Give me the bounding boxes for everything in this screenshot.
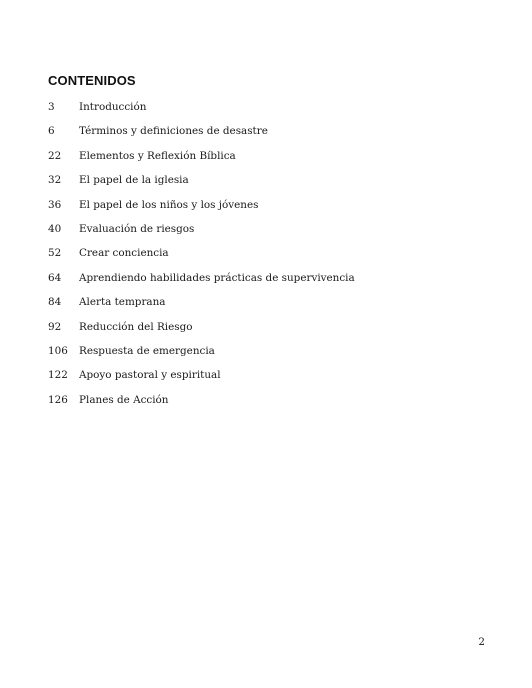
toc-page-number: 32 xyxy=(48,174,62,187)
toc-page-number: 3 xyxy=(48,101,55,113)
page-number: 2 xyxy=(478,636,485,648)
toc-page-number: 22 xyxy=(48,149,62,162)
toc-entry-terminos xyxy=(48,124,488,148)
toc-entry-planes-accion xyxy=(48,393,488,417)
toc-title: Planes de Acción xyxy=(79,393,169,406)
toc-title: Crear conciencia xyxy=(79,247,169,260)
toc-title: El papel de la iglesia xyxy=(79,174,189,187)
toc-title: Evaluación de riesgos xyxy=(79,222,195,235)
toc-entry-introduccion xyxy=(48,100,488,124)
toc-entry-evaluacion-riesgos xyxy=(48,222,488,246)
toc-entry-iglesia xyxy=(48,173,488,197)
toc-title: Reducción del Riesgo xyxy=(79,320,193,333)
toc-page-number: 6 xyxy=(48,125,55,138)
table-of-contents xyxy=(48,100,488,417)
toc-title: Elementos y Reflexión Bíblica xyxy=(79,149,236,162)
toc-page-number: 84 xyxy=(48,296,62,309)
toc-entry-crear-conciencia xyxy=(48,246,488,270)
toc-entry-habilidades xyxy=(48,271,488,295)
toc-entry-alerta-temprana xyxy=(48,295,488,319)
toc-entry-apoyo-pastoral xyxy=(48,368,488,392)
toc-entry-ninos-jovenes xyxy=(48,198,488,222)
contents-heading: CONTENIDOS xyxy=(48,73,136,88)
toc-page-number: 106 xyxy=(48,344,68,357)
toc-page-number: 36 xyxy=(48,198,62,211)
toc-page-number: 92 xyxy=(48,320,62,333)
toc-entry-respuesta-emergencia xyxy=(48,344,488,368)
toc-page-number: 40 xyxy=(48,222,62,235)
toc-title: Alerta temprana xyxy=(79,296,166,309)
toc-entry-elementos xyxy=(48,149,488,173)
toc-page-number: 52 xyxy=(48,247,62,260)
toc-page-number: 64 xyxy=(48,271,62,284)
toc-title: Términos y definiciones de desastre xyxy=(79,125,268,138)
toc-title: Introducción xyxy=(79,101,147,113)
toc-title: Respuesta de emergencia xyxy=(79,344,215,357)
toc-page-number: 122 xyxy=(48,369,68,382)
toc-title: Apoyo pastoral y espiritual xyxy=(79,369,221,382)
toc-title: El papel de los niños y los jóvenes xyxy=(79,198,259,211)
toc-page-number: 126 xyxy=(48,393,68,406)
toc-entry-reduccion-riesgo xyxy=(48,320,488,344)
toc-title: Aprendiendo habilidades prácticas de supervivencia xyxy=(79,271,355,284)
